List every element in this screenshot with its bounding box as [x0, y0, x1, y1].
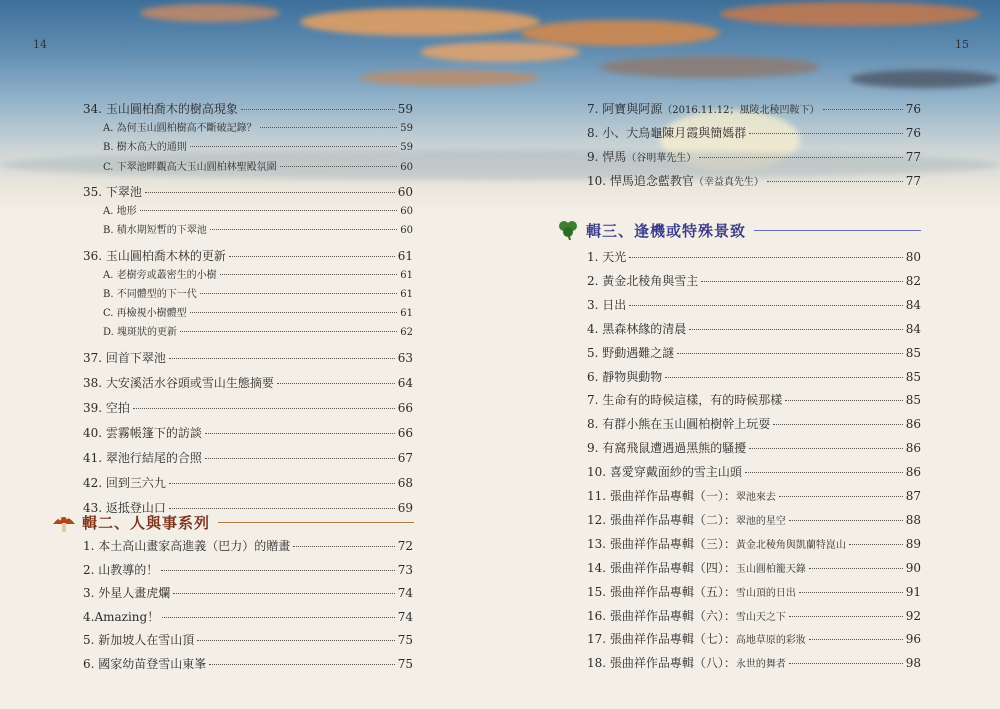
toc-entry-title: 16. 張曲祥作品專輯（六）：: [587, 608, 736, 623]
toc-page-number: 68: [397, 475, 413, 490]
toc-entry-title: 6. 國家幼苗登雪山東峯: [83, 657, 207, 671]
dot-leader: [677, 353, 902, 354]
toc-entry: [587, 654, 921, 670]
dot-leader: [229, 256, 395, 257]
toc-page-number: 61: [400, 288, 413, 300]
dot-leader: [205, 433, 395, 434]
toc-entry: [587, 368, 921, 384]
toc-page-number: 75: [397, 657, 413, 671]
dot-leader: [789, 520, 903, 521]
cloud: [520, 20, 720, 46]
dot-leader: [809, 639, 903, 640]
dot-leader: [169, 508, 395, 509]
clover-icon: [556, 219, 580, 241]
dot-leader: [789, 663, 903, 664]
toc-entry-title: 6. 靜物與動物: [587, 369, 663, 384]
toc-page-number: 60: [400, 225, 413, 237]
dot-leader: [197, 640, 394, 641]
dot-leader: [745, 472, 903, 473]
cloud: [420, 42, 580, 62]
toc-entry-title: 2. 黃金北稜角與雪主: [587, 273, 699, 288]
toc-entry-note: 雪山頂的日出: [735, 587, 796, 599]
toc-entry: [587, 248, 921, 264]
section-title: 輯二、人與事系列: [82, 514, 211, 532]
dot-leader: [173, 593, 394, 594]
toc-entry-title: 8. 有群小熊在玉山圓柏樹幹上玩耍: [587, 417, 771, 432]
toc-entry: [83, 183, 413, 199]
toc-entry: [83, 100, 413, 116]
toc-page-number: 86: [905, 465, 921, 480]
toc-entry-title: 11. 張曲祥作品專輯（一）：: [587, 489, 736, 503]
dot-leader: [205, 458, 395, 459]
cloud: [300, 8, 540, 36]
dot-leader: [823, 109, 903, 110]
toc-page-number: 60: [400, 205, 413, 217]
toc-entry: [587, 100, 921, 116]
toc-entry-title: B. 不同體型的下一代: [103, 288, 197, 300]
toc-entry: [83, 349, 413, 365]
toc-page-number: 60: [397, 184, 413, 199]
section-title: 輯三、逢機或特殊景致: [586, 221, 747, 240]
dot-leader: [180, 331, 397, 332]
toc-entry-title: 3. 日出: [587, 297, 627, 312]
toc-entry-title: 18. 張曲祥作品專輯（八）：: [587, 656, 736, 671]
toc-entry: [103, 266, 413, 280]
section-rule: [218, 522, 414, 523]
section-heading-3: [556, 219, 921, 241]
toc-entry-title: 5. 野動遇難之謎: [587, 345, 675, 360]
toc-entry: [83, 399, 413, 415]
toc-entry-title: 9. 有窩飛鼠遭遇過黑熊的騷擾: [587, 441, 747, 456]
toc-page-number: 60: [400, 161, 413, 173]
toc-page-number: 82: [905, 273, 921, 288]
toc-entry-title: 36. 玉山圓柏喬木林的更新: [83, 248, 226, 263]
toc-page-number: 80: [905, 250, 921, 264]
dot-leader: [789, 616, 903, 617]
toc-entry: [103, 202, 413, 216]
toc-entry: [83, 655, 413, 671]
toc-page-number: 69: [397, 500, 413, 515]
dot-leader: [779, 496, 903, 497]
toc-entry-title: 12. 張曲祥作品專輯（二）：: [587, 512, 736, 527]
mushroom-icon: [52, 513, 76, 533]
toc-entry: [587, 320, 921, 336]
section-rule: [754, 230, 921, 231]
toc-entry-title: 7. 阿寶與阿源: [587, 102, 663, 116]
toc-entry: [83, 561, 413, 577]
cloud: [360, 70, 540, 86]
page-number-right: 15: [955, 38, 969, 51]
dot-leader: [162, 617, 394, 618]
dot-leader: [799, 592, 903, 593]
dot-leader: [140, 210, 398, 211]
toc-page-number: 86: [905, 417, 921, 432]
dot-leader: [260, 127, 398, 128]
toc-page-number: 62: [400, 327, 413, 339]
toc-entry-title: 13. 張曲祥作品專輯（三）：: [587, 536, 736, 551]
dot-leader: [277, 383, 395, 384]
toc-entry: [587, 415, 921, 431]
toc-page-number: 85: [905, 393, 921, 408]
toc-entry-title: 34. 玉山圓柏喬木的樹高現象: [83, 102, 238, 116]
toc-entry-title: 40. 雲霧帳篷下的訪談: [83, 425, 202, 440]
dot-leader: [665, 377, 902, 378]
toc-entry: [103, 323, 413, 337]
toc-entry: [83, 584, 413, 600]
dot-leader: [209, 664, 394, 665]
toc-entry: [83, 449, 413, 465]
toc-entry-title: 41. 翠池行結尾的合照: [83, 450, 202, 465]
toc-entry-title: 17. 張曲祥作品專輯（七）：: [587, 632, 736, 647]
toc-entry-title: A. 老樹旁或叢密生的小樹: [103, 269, 217, 281]
toc-entry: [83, 374, 413, 390]
toc-page-number: 61: [400, 308, 413, 320]
dot-leader: [749, 448, 902, 449]
dot-leader: [767, 181, 903, 182]
toc-entry: [587, 148, 921, 164]
dot-leader: [293, 546, 394, 547]
toc-entry-title: 7. 生命有的時候這樣，有的時候那樣: [587, 393, 783, 408]
toc-page-number: 90: [905, 560, 921, 575]
toc-entry: [587, 172, 921, 188]
toc-page-number: 85: [905, 369, 921, 384]
toc-page-number: 61: [400, 269, 413, 281]
toc-entry-note: 翠池的星空: [735, 515, 786, 527]
dot-leader: [699, 157, 902, 158]
toc-page-number: 76: [905, 102, 921, 116]
toc-entry-title: 39. 空拍: [83, 400, 130, 415]
toc-entry: [587, 630, 921, 646]
toc-page-number: 87: [905, 489, 921, 503]
toc-entry-note: （谷明華先生）: [626, 153, 697, 164]
toc-entry: [103, 221, 413, 235]
toc-entry-title: 14. 張曲祥作品專輯（四）：: [587, 560, 736, 575]
toc-entry: [83, 424, 413, 440]
toc-page-number: 98: [905, 656, 921, 671]
dot-leader: [241, 109, 395, 110]
toc-entry: [587, 439, 921, 455]
toc-entry: [587, 344, 921, 360]
toc-entry-note: 雪山天之下: [735, 611, 786, 623]
dot-leader: [773, 424, 902, 425]
toc-page-number: 96: [905, 632, 921, 647]
toc-entry: [103, 138, 413, 152]
toc-entry-title: 37. 回首下翠池: [83, 350, 166, 365]
toc-entry: [587, 607, 921, 623]
toc-entry-title: A. 地形: [103, 205, 137, 217]
toc-entry-title: 10. 喜愛穿戴面紗的雪主山頭: [587, 465, 742, 480]
toc-page-number: 88: [905, 512, 921, 527]
dot-leader: [169, 358, 395, 359]
toc-entry-title: 35. 下翠池: [83, 184, 142, 199]
toc-entry: [83, 631, 413, 647]
dot-leader: [629, 305, 902, 306]
toc-page-number: 76: [905, 126, 921, 140]
dot-leader: [749, 133, 902, 134]
dot-leader: [809, 568, 903, 569]
toc-entry-note: 玉山圓柏籠天錄: [735, 563, 806, 575]
toc-entry: [587, 391, 921, 407]
toc-entry-title: D. 塊斑狀的更新: [103, 327, 178, 339]
toc-page-number: 85: [905, 345, 921, 360]
toc-page-number: 74: [397, 586, 413, 601]
toc-entry-title: B. 樹木高大的通則: [103, 142, 187, 154]
section-heading-2: [52, 512, 414, 533]
toc-entry: [587, 487, 921, 503]
toc-page-number: 73: [397, 562, 413, 577]
toc-entry-note: 高地草原的彩妝: [735, 635, 806, 647]
toc-page-number: 59: [400, 123, 413, 134]
toc-entry-title: C. 下翠池畔觀高大玉山圓柏林聖殿氛圍: [103, 161, 277, 173]
toc-page-number: 89: [905, 536, 921, 551]
toc-entry-note: 黃金北稜角與凱蘭特崑山: [735, 539, 846, 551]
toc-entry-title: B. 積水期短暫的下翠池: [103, 225, 207, 237]
toc-entry: [103, 119, 413, 133]
toc-entry: [103, 304, 413, 318]
dot-leader: [169, 483, 395, 484]
toc-entry-note: 翠池來去: [735, 492, 776, 503]
dot-leader: [701, 281, 902, 282]
toc-entry: [83, 537, 413, 553]
toc-page-number: 72: [397, 539, 413, 553]
toc-entry: [103, 285, 413, 299]
toc-entry: [83, 474, 413, 490]
toc-entry: [83, 247, 413, 263]
dot-leader: [145, 192, 395, 193]
dot-leader: [190, 146, 398, 147]
toc-entry-note: （幸益真先生）: [693, 177, 764, 188]
toc-page-number: 64: [397, 375, 413, 390]
dot-leader: [200, 293, 398, 294]
toc-entry: [587, 463, 921, 479]
toc-page-number: 91: [905, 584, 921, 599]
toc-entry-title: 8. 小、大烏龜陳月霞與簡媽群: [587, 126, 747, 140]
toc-entry-title: C. 再檢視小樹體型: [103, 308, 187, 320]
toc-entry-title: 42. 回到三六九: [83, 475, 166, 490]
dot-leader: [785, 400, 902, 401]
toc-entry: [587, 511, 921, 527]
dot-leader: [190, 312, 398, 313]
toc-entry-title: A. 為何玉山圓柏樹高不斷破記錄？: [103, 123, 257, 134]
dot-leader: [689, 329, 902, 330]
toc-page-number: 84: [905, 297, 921, 312]
dot-leader: [133, 408, 395, 409]
toc-entry: [587, 535, 921, 551]
page-number-left: 14: [33, 38, 47, 51]
toc-entry-title: 9. 悍馬: [587, 150, 627, 164]
dot-leader: [220, 274, 398, 275]
toc-entry: [587, 272, 921, 288]
toc-entry: [83, 608, 413, 624]
cloud: [140, 4, 280, 22]
cloud: [850, 70, 1000, 88]
toc-page-number: 86: [905, 441, 921, 456]
toc-entry-title: 1. 天光: [587, 250, 627, 264]
toc-entry: [587, 296, 921, 312]
toc-entry: [587, 124, 921, 140]
toc-entry-title: 38. 大安溪活水谷頭或雪山生態摘要: [83, 375, 274, 390]
toc-entry-title: 5. 新加坡人在雪山頂: [83, 633, 195, 648]
cloud: [720, 2, 980, 26]
toc-page-number: 59: [400, 142, 413, 154]
toc-entry-title: 3. 外星人畫虎爛: [83, 586, 171, 601]
cloud: [600, 56, 820, 78]
toc-entry-title: 4. 黑森林緣的清晨: [587, 321, 687, 336]
toc-entry-title: 10. 悍馬追念藍教官: [587, 174, 694, 188]
toc-entry-title: 4.Amazing！: [83, 609, 160, 624]
toc-entry: [587, 583, 921, 599]
toc-page-number: 63: [397, 350, 413, 365]
toc-entry-title: 43. 返抵登山口: [83, 500, 166, 515]
toc-entry-title: 1. 本土高山畫家高進義（巴力）的贈畫: [83, 539, 291, 553]
toc-page-number: 77: [905, 174, 921, 188]
dot-leader: [849, 544, 903, 545]
toc-page-number: 74: [397, 609, 413, 624]
toc-page-number: 75: [397, 633, 413, 648]
toc-page-number: 84: [905, 321, 921, 336]
dot-leader: [210, 229, 398, 230]
toc-entry-title: 2. 山教導的！: [83, 562, 159, 577]
toc-page-number: 66: [397, 400, 413, 415]
toc-entry: [587, 559, 921, 575]
dot-leader: [280, 166, 398, 167]
toc-page-number: 77: [905, 150, 921, 164]
dot-leader: [161, 570, 394, 571]
toc-page-number: 61: [397, 248, 413, 263]
toc-page-number: 92: [905, 608, 921, 623]
toc-entry-title: 15. 張曲祥作品專輯（五）：: [587, 584, 736, 599]
toc-entry: [103, 158, 413, 172]
toc-entry-note: （2016.11.12；風陵北稜凹鞍下）: [662, 105, 820, 116]
toc-page-number: 67: [397, 450, 413, 465]
toc-entry-note: 永世的舞者: [735, 659, 786, 671]
toc-page-number: 66: [397, 425, 413, 440]
dot-leader: [629, 257, 902, 258]
toc-page-number: 59: [397, 102, 413, 116]
